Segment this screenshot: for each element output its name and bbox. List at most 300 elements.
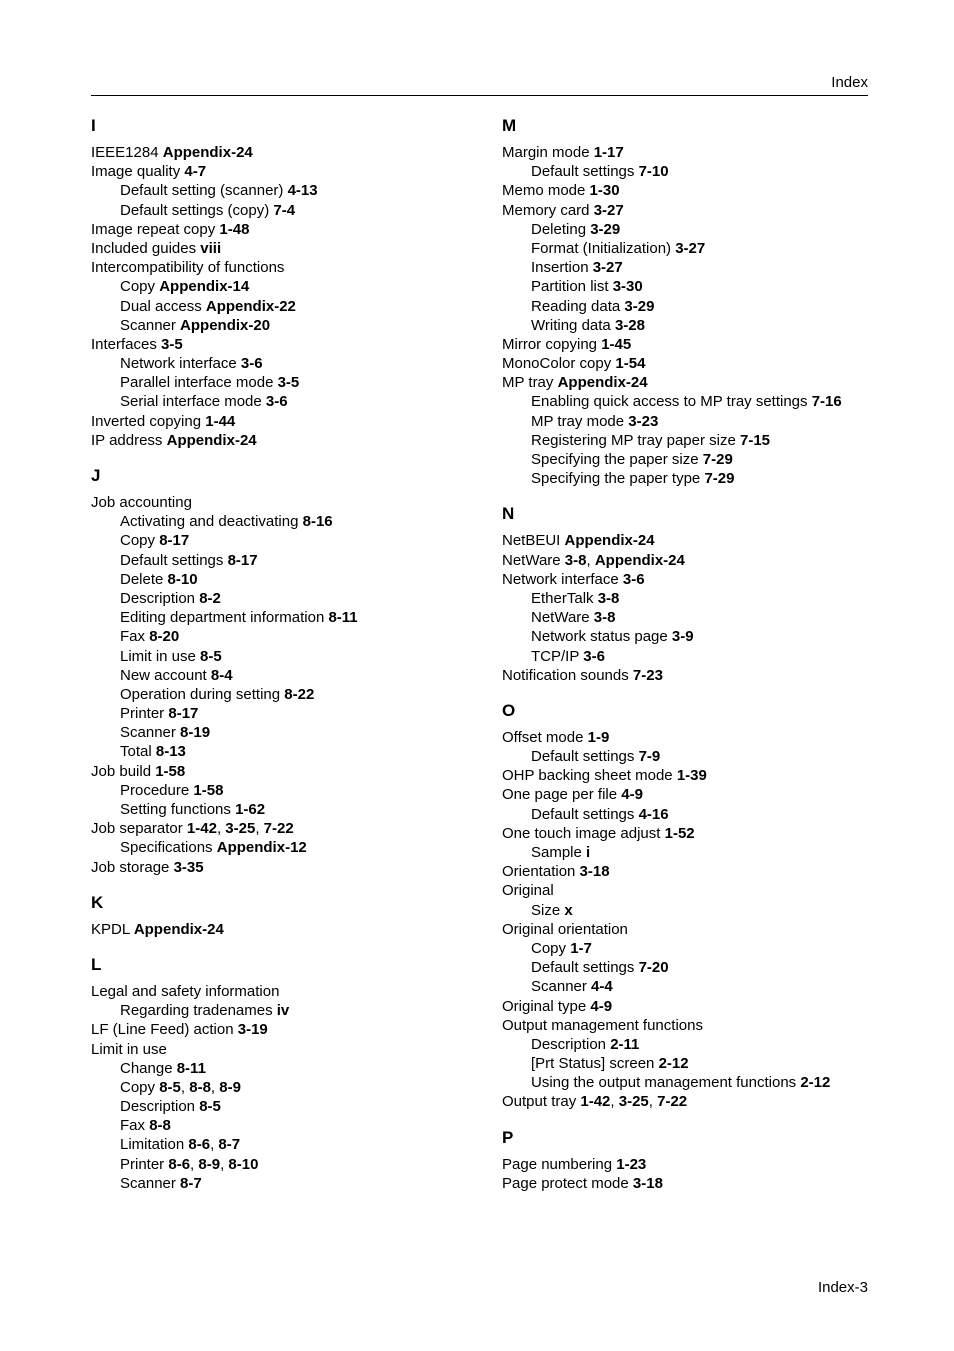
entry-term: Scanner (120, 1174, 176, 1192)
index-subentry (91, 1097, 491, 1116)
index-subentry (91, 392, 491, 411)
page-reference[interactable]: 8-19 (180, 724, 211, 742)
entry-term: Fax (120, 1117, 146, 1135)
page-reference[interactable]: 7-22 (657, 1093, 688, 1111)
index-entry: Output tray 1-42, 3-25, 7-22 (502, 1093, 688, 1111)
index-subentry (91, 704, 491, 723)
page-reference[interactable]: Appendix-12 (216, 839, 307, 857)
page-reference[interactable]: 1-39 (676, 767, 707, 785)
page-reference[interactable]: 8-5 (199, 1098, 221, 1116)
page-reference[interactable]: 1-42 (186, 820, 217, 838)
index-entry (502, 531, 872, 550)
index-subentry (91, 181, 491, 200)
page-reference[interactable]: 8-11 (328, 609, 358, 627)
index-section (502, 1128, 872, 1193)
index-entry (502, 766, 872, 785)
entry-term: Reading data (531, 297, 621, 315)
entry-term: Included guides (91, 239, 197, 257)
index-subentry (502, 1073, 872, 1092)
index-subentry (91, 512, 491, 531)
index-subentry (91, 1059, 491, 1078)
index-entry (502, 201, 872, 220)
page-reference[interactable]: 2-12 (658, 1055, 689, 1073)
entry-term: Copy (531, 939, 567, 957)
entry-term: Default settings (531, 959, 635, 977)
page-reference[interactable]: 8-5 (159, 1078, 181, 1096)
index-subentry (502, 392, 872, 411)
page-reference[interactable]: 7-15 (740, 431, 771, 449)
entry-term: Memo mode (502, 182, 586, 200)
page-reference[interactable]: 8-20 (149, 628, 180, 646)
index-subentry (502, 316, 872, 335)
page-reference[interactable]: Appendix-24 (162, 144, 253, 161)
page-reference[interactable]: 4-16 (638, 805, 669, 823)
index-entry (91, 858, 491, 877)
index-subentry (91, 1001, 491, 1020)
entry-term: Description (120, 589, 196, 607)
index-section (502, 116, 872, 488)
page-reference[interactable]: 3-25 (618, 1093, 649, 1111)
page-reference[interactable]: 4-9 (590, 997, 613, 1015)
page-reference[interactable]: 3-8 (564, 551, 587, 569)
page-reference[interactable]: 8-7 (180, 1174, 202, 1192)
index-subentry (91, 277, 491, 296)
index-entry (91, 162, 491, 181)
entry-term: Original orientation (502, 920, 628, 938)
index-entry (502, 1174, 872, 1193)
entry-term: OHP backing sheet mode (502, 767, 673, 785)
page-reference[interactable]: 3-6 (583, 647, 605, 665)
entry-term: EtherTalk (531, 589, 594, 607)
index-subentry (91, 838, 491, 857)
page-reference[interactable]: 1-42 (580, 1093, 611, 1111)
page-reference[interactable]: 8-22 (284, 685, 315, 703)
entry-term: NetWare (531, 609, 590, 627)
entry-term: LF (Line Feed) action (91, 1021, 234, 1039)
page-reference[interactable]: viii (200, 239, 222, 257)
page-reference[interactable]: iv (276, 1002, 290, 1020)
page-reference[interactable]: 1-52 (664, 824, 695, 842)
index-entry (91, 982, 491, 1001)
entry-term: Default settings (copy) (120, 201, 270, 219)
index-entry (91, 258, 491, 277)
entry-term: Dual access (120, 297, 202, 315)
entry-term: Margin mode (502, 144, 590, 161)
index-subentry (91, 742, 491, 761)
page-reference[interactable]: 7-9 (638, 748, 661, 766)
index-subentry (91, 373, 491, 392)
page-reference[interactable]: 1-62 (235, 801, 266, 818)
running-header: Index (831, 74, 868, 91)
index-subentry (502, 1035, 872, 1054)
entry-term: Insertion (531, 259, 589, 277)
entry-term: Scanner (531, 978, 587, 996)
page-reference[interactable]: 3-18 (579, 863, 610, 881)
page-reference[interactable]: 3-6 (265, 393, 288, 411)
page-reference[interactable]: 8-2 (199, 589, 221, 607)
page-reference[interactable]: 7-29 (702, 451, 733, 468)
index-subentry (502, 843, 872, 862)
entry-term: TCP/IP (531, 647, 580, 665)
entry-term: Network interface (120, 355, 237, 373)
index-subentry (91, 1116, 491, 1135)
index-entry: NetWare 3-8, Appendix-24 (502, 551, 685, 569)
page-reference[interactable]: 8-9 (219, 1078, 241, 1096)
index-subentry (91, 201, 491, 220)
page-reference[interactable]: Appendix-20 (180, 316, 271, 334)
page-reference[interactable]: 4-7 (184, 163, 207, 181)
entry-term: Partition list (531, 278, 609, 296)
index-entry (91, 335, 491, 354)
page-reference[interactable]: 2-11 (610, 1035, 640, 1053)
page-reference[interactable]: 1-44 (205, 412, 236, 430)
index-subentry (91, 297, 491, 316)
page-reference[interactable]: 3-8 (597, 589, 620, 607)
index-subentry (91, 354, 491, 373)
index-subentry (91, 1174, 491, 1193)
index-subentry (91, 666, 491, 685)
index-entry (502, 728, 872, 747)
index-section (502, 504, 872, 685)
entry-term: Regarding tradenames (120, 1002, 273, 1020)
entry-term: Notification sounds (502, 666, 629, 684)
page-reference[interactable]: 4-13 (287, 182, 318, 200)
index-entry (502, 997, 872, 1016)
index-subentry (502, 450, 872, 469)
page-reference[interactable]: 3-27 (675, 239, 706, 257)
entry-term: Specifying the paper size (531, 451, 699, 468)
index-subentry (91, 316, 491, 335)
entry-term: NetBEUI (502, 532, 561, 550)
entry-term: Memory card (502, 201, 590, 219)
index-subentry (502, 412, 872, 431)
index-subentry (91, 685, 491, 704)
entry-term: Inverted copying (91, 412, 202, 430)
index-subentry (91, 627, 491, 646)
page-reference[interactable]: 1-45 (601, 335, 632, 353)
page-reference[interactable]: 7-4 (273, 201, 296, 219)
page-reference[interactable]: 8-10 (228, 1155, 259, 1173)
page-reference[interactable]: 3-6 (622, 570, 645, 588)
entry-term: Specifications (120, 839, 213, 857)
page-reference[interactable]: 8-4 (210, 666, 233, 684)
index-subentry (91, 531, 491, 550)
entry-term: Size (531, 901, 561, 919)
entry-term: Serial interface mode (120, 393, 262, 411)
index-subentry (502, 939, 872, 958)
page-reference[interactable]: 1-48 (219, 220, 250, 238)
entry-term: Description (531, 1035, 607, 1053)
entry-term: Network status page (531, 628, 668, 646)
page-reference[interactable]: 7-22 (263, 820, 294, 838)
entry-term: Job separator (91, 820, 183, 838)
section-letter: N (502, 504, 515, 524)
entry-term: Activating and deactivating (120, 513, 299, 531)
index-entry (91, 1040, 491, 1059)
entry-term: Job storage (91, 858, 170, 876)
page-reference[interactable]: 3-19 (237, 1021, 268, 1039)
section-letter: K (91, 892, 104, 912)
entry-term: Default settings (531, 163, 635, 181)
page-reference[interactable]: 8-11 (176, 1059, 206, 1077)
entry-term: IP address (91, 431, 163, 449)
page-reference[interactable]: 3-29 (624, 297, 655, 315)
page-reference[interactable]: Appendix-24 (564, 532, 655, 550)
page-reference[interactable]: 3-27 (593, 201, 624, 219)
entry-term: Setting functions (120, 801, 231, 818)
page-reference[interactable]: 1-9 (587, 728, 610, 746)
index-subentry (502, 220, 872, 239)
index-entry (91, 239, 491, 258)
entry-term: Operation during setting (120, 685, 281, 703)
index-entry (502, 1155, 872, 1174)
entry-term: Change (120, 1059, 173, 1077)
index-subentry (502, 239, 872, 258)
index-entry (502, 920, 872, 939)
entry-term: Printer (120, 1155, 165, 1173)
entry-term: Mirror copying (502, 335, 598, 353)
entry-term: Job accounting (91, 494, 192, 511)
page-reference[interactable]: 8-9 (198, 1155, 221, 1173)
section-letter: I (91, 116, 96, 135)
index-subentry (502, 258, 872, 277)
entry-term: MP tray mode (531, 412, 625, 430)
page-reference[interactable]: 3-25 (225, 820, 256, 838)
page-reference[interactable]: 3-9 (671, 628, 694, 646)
index-subentry (91, 551, 491, 570)
index-subentry (502, 958, 872, 977)
index-subentry (502, 1054, 872, 1073)
page-reference[interactable]: 8-17 (168, 705, 199, 723)
index-entry (502, 881, 872, 900)
index-subentry (91, 800, 491, 819)
page-reference[interactable]: 3-5 (277, 374, 300, 392)
page-reference[interactable]: 8-17 (227, 551, 258, 569)
index-subentry: Limitation 8-6, 8-7 (120, 1136, 241, 1154)
page-reference[interactable]: 1-58 (193, 781, 224, 799)
page-reference[interactable]: Appendix-24 (557, 374, 648, 392)
section-letter: M (502, 116, 517, 135)
index-subentry: Printer 8-6, 8-9, 8-10 (120, 1155, 259, 1173)
entry-term: Parallel interface mode (120, 374, 274, 392)
page-reference[interactable]: 8-8 (149, 1117, 171, 1135)
page-reference[interactable]: 1-54 (615, 355, 646, 373)
index-column-left (91, 116, 491, 1209)
index-subentry (502, 901, 872, 920)
page-reference[interactable]: Appendix-22 (205, 297, 296, 315)
entry-term: Limit in use (120, 647, 196, 665)
index-section (91, 466, 491, 877)
entry-term: Orientation (502, 863, 576, 881)
index-subentry (502, 747, 872, 766)
page-reference[interactable]: 8-17 (159, 532, 190, 550)
page-reference[interactable]: Appendix-14 (159, 278, 250, 296)
entry-term: IEEE1284 (91, 144, 159, 161)
entry-term: Copy (120, 1078, 156, 1096)
page-reference[interactable]: 7-20 (638, 959, 669, 977)
index-subentry (91, 608, 491, 627)
index-entry: Job separator 1-42, 3-25, 7-22 (91, 820, 294, 838)
index-entry (91, 762, 491, 781)
page-reference[interactable]: Appendix-24 (133, 920, 224, 938)
entry-term: Default setting (scanner) (120, 182, 284, 200)
index-subentry (502, 277, 872, 296)
index-column-right (502, 116, 872, 1209)
page-reference[interactable]: 3-35 (173, 858, 204, 876)
index-subentry (502, 627, 872, 646)
index-subentry (502, 608, 872, 627)
entry-term: Procedure (120, 781, 190, 799)
index-subentry (502, 977, 872, 996)
index-entry (502, 373, 872, 392)
page-reference[interactable]: 1-23 (616, 1155, 647, 1173)
page-reference[interactable]: i (586, 844, 591, 861)
index-entry (502, 824, 872, 843)
entry-term: Using the output management functions (531, 1074, 797, 1092)
page-reference[interactable]: 2-12 (800, 1074, 831, 1092)
entry-term: Scanner (120, 724, 176, 742)
index-entry (502, 862, 872, 881)
index-entry (502, 143, 872, 162)
section-letter: O (502, 700, 516, 720)
entry-term: Description (120, 1098, 196, 1116)
page-reference[interactable]: 7-23 (632, 666, 663, 684)
page-reference[interactable]: 7-10 (638, 163, 669, 181)
page-reference[interactable]: 8-6 (168, 1155, 191, 1173)
index-subentry (91, 723, 491, 742)
entry-term: Legal and safety information (91, 982, 280, 1000)
section-letter: L (91, 954, 102, 974)
entry-term: Deleting (531, 220, 587, 238)
entry-term: Specifying the paper type (531, 470, 701, 488)
entry-term: Limitation (120, 1136, 185, 1154)
index-entry (502, 335, 872, 354)
entry-term: Writing data (531, 316, 611, 334)
index-subentry (502, 469, 872, 488)
entry-term: NetWare (502, 551, 561, 569)
index-subentry (91, 647, 491, 666)
index-entry (502, 785, 872, 804)
entry-term: Delete (120, 570, 164, 588)
entry-term: Network interface (502, 570, 619, 588)
page-reference[interactable]: 8-7 (218, 1136, 241, 1154)
index-section (91, 893, 491, 939)
entry-term: Registering MP tray paper size (531, 431, 736, 449)
entry-term: Page protect mode (502, 1174, 629, 1192)
index-subentry: Copy 8-5, 8-8, 8-9 (120, 1078, 241, 1096)
page-reference[interactable]: 3-18 (632, 1174, 663, 1192)
entry-term: Original type (502, 997, 587, 1015)
entry-term: Output tray (502, 1093, 577, 1111)
entry-term: Default settings (120, 551, 224, 569)
index-subentry (502, 431, 872, 450)
page-reference[interactable]: 3-27 (592, 259, 623, 277)
index-subentry (502, 297, 872, 316)
page-reference[interactable]: 7-16 (811, 393, 842, 411)
page-reference[interactable]: 3-30 (612, 278, 643, 296)
index-entry (91, 431, 491, 450)
entry-term: Intercompatibility of functions (91, 259, 285, 277)
page-reference[interactable]: 8-16 (302, 513, 333, 531)
entry-term: Image repeat copy (91, 220, 216, 238)
entry-term: Printer (120, 705, 165, 723)
page-reference[interactable]: 3-28 (614, 316, 645, 334)
index-subentry (502, 162, 872, 181)
page-reference[interactable]: 3-23 (628, 412, 659, 430)
entry-term: Original (502, 882, 554, 900)
index-subentry (502, 589, 872, 608)
index-entry (91, 1020, 491, 1039)
index-entry (91, 920, 491, 939)
page-reference[interactable]: 4-4 (591, 978, 613, 996)
page-reference[interactable]: 1-17 (593, 144, 624, 161)
page-reference[interactable]: 3-6 (240, 355, 263, 373)
index-entry (91, 220, 491, 239)
page-reference[interactable]: Appendix-24 (594, 551, 685, 569)
entry-term: Output management functions (502, 1016, 703, 1034)
entry-term: KPDL (91, 920, 130, 938)
entry-term: Image quality (91, 163, 181, 181)
page-reference[interactable]: 1-58 (155, 762, 186, 780)
entry-term: Offset mode (502, 728, 584, 746)
entry-term: Total (120, 743, 152, 761)
index-entry (502, 354, 872, 373)
index-entry (502, 570, 872, 589)
index-subentry (91, 781, 491, 800)
entry-term: Copy (120, 532, 156, 550)
index-subentry (502, 805, 872, 824)
page-reference[interactable]: 3-5 (161, 335, 183, 353)
section-letter: P (502, 1127, 514, 1147)
entry-term: Page numbering (502, 1155, 613, 1173)
index-entry (91, 143, 491, 162)
entry-term: Format (Initialization) (531, 239, 672, 257)
entry-term: Interfaces (91, 335, 157, 353)
entry-term: Editing department information (120, 609, 325, 627)
index-entry (91, 412, 491, 431)
page-reference[interactable]: 1-7 (570, 939, 592, 957)
page-reference[interactable]: 7-29 (704, 470, 735, 488)
entry-term: Fax (120, 628, 146, 646)
page-reference[interactable]: 3-29 (590, 220, 621, 238)
index-entry (502, 666, 872, 685)
index-subentry (502, 647, 872, 666)
page-reference[interactable]: 1-30 (589, 182, 620, 200)
page-reference[interactable]: 8-8 (189, 1078, 211, 1096)
page-reference[interactable]: 4-9 (621, 786, 643, 804)
entry-term: Sample (531, 844, 582, 861)
page-reference[interactable]: x (564, 901, 573, 919)
entry-term: [Prt Status] screen (531, 1055, 655, 1073)
entry-term: One touch image adjust (502, 824, 661, 842)
index-entry (91, 493, 491, 512)
page-reference[interactable]: 8-5 (200, 647, 222, 665)
entry-term: New account (120, 666, 207, 684)
entry-term: Default settings (531, 748, 635, 766)
page-reference[interactable]: 3-8 (593, 609, 616, 627)
entry-term: Scanner (120, 316, 176, 334)
index-entry (502, 181, 872, 200)
entry-term: Limit in use (91, 1040, 167, 1058)
page-reference[interactable]: Appendix-24 (166, 431, 257, 449)
index-section (91, 955, 491, 1193)
page-reference[interactable]: 8-6 (188, 1136, 211, 1154)
entry-term: MP tray (502, 374, 554, 392)
page-reference[interactable]: 8-13 (155, 743, 186, 761)
header-rule (91, 95, 868, 96)
page-reference[interactable]: 8-10 (167, 570, 198, 588)
index-section (91, 116, 491, 450)
